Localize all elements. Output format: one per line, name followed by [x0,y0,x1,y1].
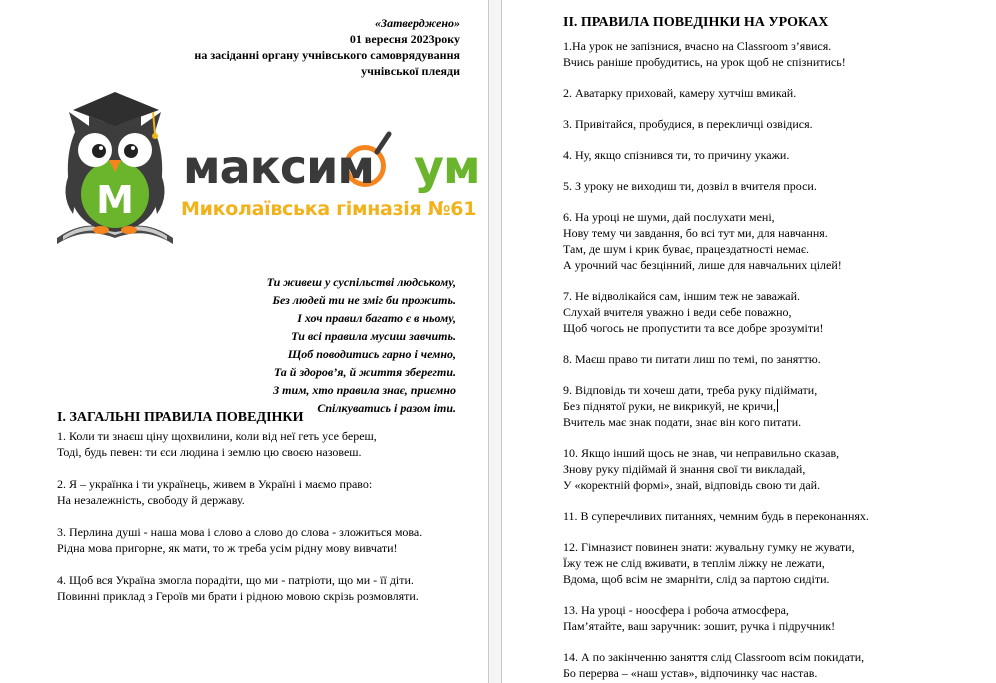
rule-line: 1.На урок не запізнися, вчасно на Classroom з’явися. [563,39,832,53]
rule-item [563,382,983,430]
rule-line: Знову руку підіймай й знання свої ти викладай, [563,462,806,476]
rule-line: 2. Я – українка і ти українець, живем в Україні і маємо право: [57,477,373,491]
rule-line: 7. Не відволікайся сам, іншим теж не заважай. [563,289,801,303]
rule-line: Бо перерва – «наш устав», відпочинку час настав. [563,666,818,680]
document-page-right [502,0,996,683]
svg-text:M: M [96,178,134,222]
poem-line: І хоч правил багато є в ньому, [297,311,456,325]
approval-body-cont: учнівської плеяди [361,64,460,78]
rule-item [563,539,983,587]
rule-line: 8. Маєш право ти питати лиш по темі, по заняттю. [563,352,821,366]
rule-item [563,351,983,367]
poem-line: Спілкуватись і разом іти. [317,401,456,415]
rule-line: Нову тему чи завдання, бо всі тут ми, для навчання. [563,226,828,240]
poem-line: Щоб поводитись гарно і чемно, [287,347,456,361]
page-gutter [488,0,502,683]
rule-line: 10. Якщо інший щось не знав, чи неправильно сказав, [563,446,840,460]
poem-line: Без людей ти не зміг би прожить. [272,293,456,307]
rule-line: 9. Відповідь ти хочеш дати, треба руку підіймати, [563,383,818,397]
rule-line-with-cursor[interactable] [563,398,983,414]
rule-line: Вчись раніше пробудитись, на урок щоб не спізнитись! [563,55,846,69]
rule-item [563,116,983,132]
rule-item [563,508,983,524]
lesson-rules-section [563,15,983,683]
logo-wordmark-part1: максим [183,140,374,194]
section-heading: ІІ. ПРАВИЛА ПОВЕДІНКИ НА УРОКАХ [563,15,829,30]
rule-line: Щоб чогось не пропустити та все добре зрозуміти! [563,321,824,335]
rule-line: У «коректній формі», знай, відповідь свою ти дай. [563,478,821,492]
rules-list [563,38,983,681]
rule-line: Пам’ятайте, ваш заручник: зошит, ручка і підручник! [563,619,836,633]
rule-line: 3. Привітайся, пробудися, в перекличці озвідися. [563,117,813,131]
rule-line: 12. Гімназист повинен знати: жувальну гумку не жувати, [563,540,855,554]
rule-item [57,428,477,460]
general-rules-section [57,410,477,620]
rule-line: Вчитель має знак подати, знає він кого питати. [563,415,802,429]
approval-label: «Затверджено» [374,16,460,30]
school-logo [55,90,480,250]
approval-body: на засіданні органу учнівського самоврядування [194,48,460,62]
rule-item [57,476,477,508]
rule-item [563,85,983,101]
rule-item [563,602,983,634]
rule-line: 14. А по закінченню заняття слід Classroom всім покидати, [563,650,865,664]
page-edge-left [488,0,489,683]
rule-line: Слухай вчителя уважно і веди себе поважно, [563,305,792,319]
rule-line: 3. Перлина душі - наша мова і слово а слово до слова - зложиться мова. [57,525,423,539]
rule-line: 6. На уроці не шуми, дай послухати мені, [563,210,775,224]
text-cursor [777,399,778,412]
poem-line: Ти живеш у суспільстві людському, [266,275,456,289]
document-page-left [0,0,488,683]
rule-line: А урочний час безцінний, лише для навчальних цілей! [563,258,842,272]
approval-stamp [194,15,460,79]
rule-item [563,209,983,273]
rule-line: Там, де шум і крик буває, працездатності немає. [563,242,809,256]
rule-line: Вдома, щоб всім не змарніти, слід за партою сидіти. [563,572,830,586]
rule-item [57,524,477,556]
rule-line: 5. З уроку не виходиш ти, дозвіл в вчителя проси. [563,179,817,193]
rule-item [563,178,983,194]
approval-date: 01 вересня 2023року [349,32,460,46]
rule-line: Рідна мова пригорне, як мати, то ж треба усім рідну мову вивчати! [57,541,398,555]
rule-line: 4. Щоб вся Україна змогла порадіти, що ми - патріоти, що ми - її діти. [57,573,414,587]
poem-line: З тим, хто правила знає, приємно [273,383,456,397]
rule-line: На незалежність, свободу й державу. [57,493,245,507]
rules-list [57,428,477,604]
rule-line: 4. Ну, якщо спізнився ти, то причину укажи. [563,148,790,162]
logo-subtitle: Миколаївська гімназія №61 [181,198,477,220]
rule-item [563,445,983,493]
rule-line: 2. Аватарку приховай, камеру хутчіш вмикай. [563,86,797,100]
rule-item [563,649,983,681]
rule-item [563,38,983,70]
rule-line: Тоді, будь певен: ти єси людина і землю цю своєю назовеш. [57,445,362,459]
rule-item [57,572,477,604]
logo-wordmark-part2: ум [413,140,480,194]
rule-item [563,147,983,163]
rule-line: Їжу теж не слід вживати, в теплім ліжку не лежати, [563,556,825,570]
epigraph-poem [267,273,456,417]
poem-line: Ти всі правила мусиш завчить. [291,329,456,343]
logo-wordmark [183,140,480,194]
rule-item [563,288,983,336]
rule-line-text: Без піднятої руки, не викрикуй, не кричи, [563,399,777,413]
section-heading: І. ЗАГАЛЬНІ ПРАВИЛА ПОВЕДІНКИ [57,410,304,425]
rule-line: 11. В суперечливих питаннях, чемним будь в переконаннях. [563,509,869,523]
rule-line: 1. Коли ти знаєш ціну щохвилини, коли від неї геть усе береш, [57,429,377,443]
rule-line: 13. На уроці - ноосфера і робоча атмосфера, [563,603,789,617]
poem-line: Та й здоров’я, й життя зберегти. [273,365,456,379]
rule-line: Повинні приклад з Героїв ми брати і рідною мовою скрізь розмовляти. [57,589,419,603]
